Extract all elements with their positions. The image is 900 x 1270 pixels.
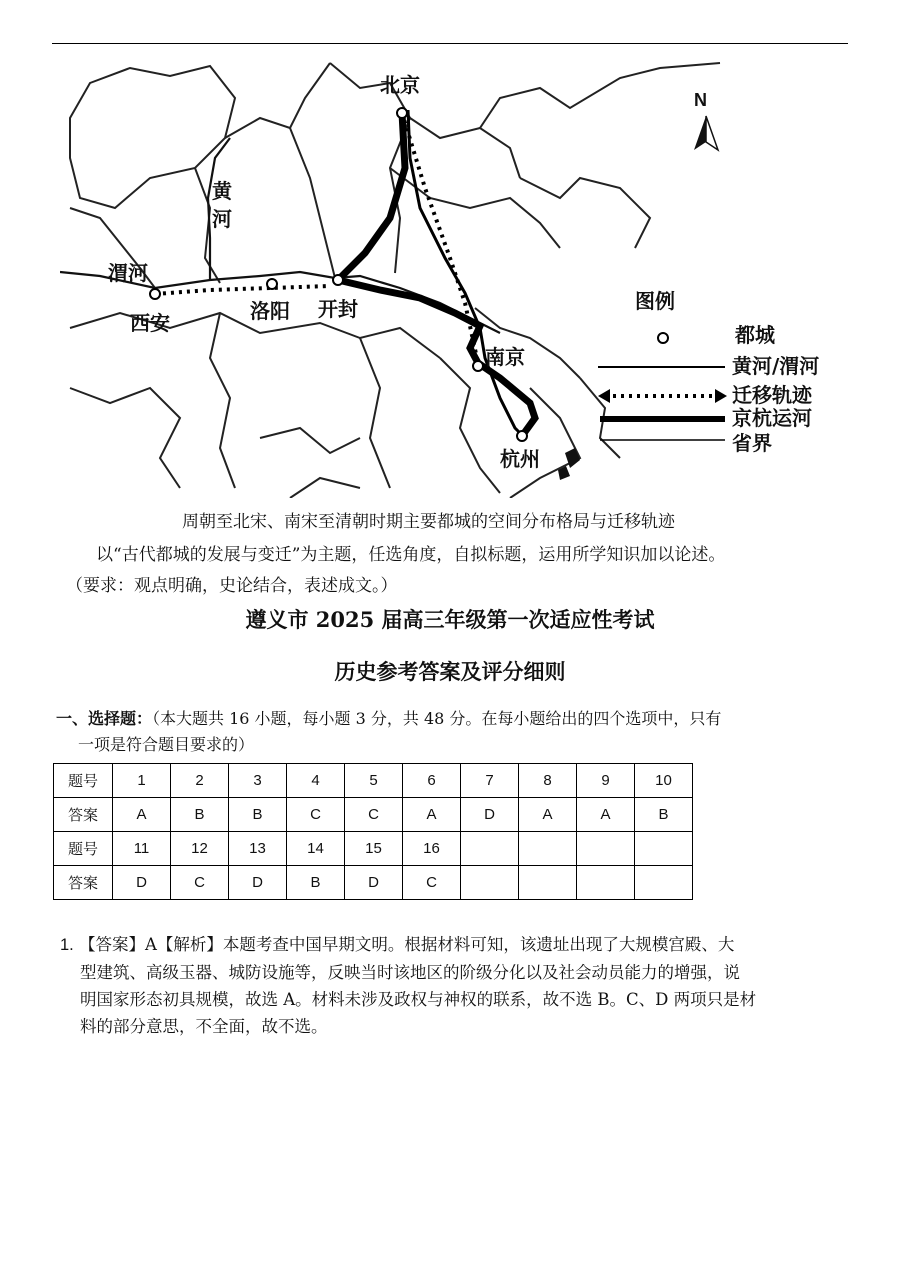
table-cell: 8 — [519, 764, 577, 798]
legend-title: 图例 — [635, 289, 675, 313]
section-desc-2: 一项是符合题目要求的） — [78, 735, 255, 754]
essay-requirement: （要求：观点明确，史论结合，表述成文。） — [66, 576, 398, 596]
section-label: 一、选择题： — [56, 709, 153, 728]
capital-dot-hangzhou — [517, 431, 527, 441]
table-cell — [519, 866, 577, 900]
table-cell: B — [635, 798, 693, 832]
section-heading — [56, 706, 721, 729]
migration-solid — [338, 113, 535, 436]
exam-title: 遵义市 2025 届高三年级第一次适应性考试 — [245, 607, 655, 632]
explanation-q1 — [60, 931, 850, 1040]
table-cell: B — [287, 866, 345, 900]
table-cell: 7 — [461, 764, 519, 798]
answer-key-title: 历史参考答案及评分细则 — [334, 659, 566, 684]
table-cell: 14 — [287, 832, 345, 866]
city-label-nanjing: 南京 — [485, 345, 525, 369]
table-cell: D — [345, 866, 403, 900]
legend-border: 省界 — [732, 431, 772, 455]
table-cell — [635, 832, 693, 866]
legend-capital: 都城 — [735, 323, 775, 347]
table-row-a2 — [54, 866, 693, 900]
table-cell: 5 — [345, 764, 403, 798]
table-cell: A — [519, 798, 577, 832]
table-cell — [519, 832, 577, 866]
section-desc-1: （本大题共 16 小题，每小题 3 分，共 48 分。在每小题给出的四个选项中，只有 — [152, 709, 722, 728]
legend-river: 黄河/渭河 — [732, 354, 820, 378]
table-cell — [461, 866, 519, 900]
table-cell: 12 — [171, 832, 229, 866]
table-cell: 16 — [403, 832, 461, 866]
table-cell: A — [113, 798, 171, 832]
river-label-huanghe-2: 河 — [212, 207, 232, 231]
table-cell: D — [461, 798, 519, 832]
table-cell — [577, 832, 635, 866]
table-row-a1 — [54, 798, 693, 832]
capital-migration-map — [60, 58, 850, 498]
city-label-hangzhou: 杭州 — [500, 447, 540, 471]
table-cell: B — [229, 798, 287, 832]
legend-capital-icon — [658, 333, 668, 343]
table-cell: B — [171, 798, 229, 832]
table-cell: 3 — [229, 764, 287, 798]
top-rule — [52, 43, 848, 44]
table-cell: 11 — [113, 832, 171, 866]
table-cell: 2 — [171, 764, 229, 798]
table-cell: C — [171, 866, 229, 900]
city-label-luoyang: 洛阳 — [250, 299, 290, 323]
table-cell — [461, 832, 519, 866]
table-cell: 15 — [345, 832, 403, 866]
capital-dot-kaifeng — [333, 275, 343, 285]
legend-canal: 京杭运河 — [732, 406, 812, 430]
explanation-line-2: 型建筑、高级玉器、城防设施等，反映当时该地区的阶级分化以及社会动员能力的增强，说 — [80, 963, 740, 982]
river-label-huanghe-1: 黄 — [212, 179, 232, 203]
explanation-line-3: 明国家形态初具规模，故选 A。材料未涉及政权与神权的联系，故不选 B。C、D 两项只是材 — [80, 990, 757, 1009]
city-label-beijing: 北京 — [380, 73, 420, 97]
answer-table — [53, 763, 693, 900]
table-cell: 10 — [635, 764, 693, 798]
province-borders — [70, 63, 720, 498]
capital-dot-xian — [150, 289, 160, 299]
city-label-kaifeng: 开封 — [318, 297, 358, 321]
table-cell: D — [229, 866, 287, 900]
table-cell: 9 — [577, 764, 635, 798]
capital-dot-nanjing — [473, 361, 483, 371]
capital-dot-luoyang — [267, 279, 277, 289]
explanation-number: 1. — [60, 936, 74, 954]
table-label-answer: 答案 — [54, 798, 113, 832]
table-cell: C — [287, 798, 345, 832]
table-cell: 6 — [403, 764, 461, 798]
svg-text:N: N — [694, 90, 707, 110]
city-label-xian: 西安 — [130, 311, 170, 335]
essay-prompt: 以“古代都城的发展与变迁”为主题，任选角度，自拟标题，运用所学知识加以论述。 — [96, 545, 726, 565]
explanation-line-1: 1. 【答案】A【解析】本题考查中国早期文明。根据材料可知，该遗址出现了大规模宫殿、大 — [60, 935, 735, 954]
table-cell — [635, 866, 693, 900]
table-cell: C — [403, 866, 461, 900]
capital-dot-beijing — [397, 108, 407, 118]
table-cell: D — [113, 866, 171, 900]
migration-dotted — [155, 113, 478, 363]
table-cell: A — [577, 798, 635, 832]
table-cell: 4 — [287, 764, 345, 798]
table-cell: 1 — [113, 764, 171, 798]
river-label-weihe: 渭河 — [108, 261, 148, 285]
map-legend — [598, 289, 819, 455]
table-label-answer: 答案 — [54, 866, 113, 900]
explanation-line-4: 料的部分意思，不全面，故不选。 — [80, 1017, 328, 1036]
table-row-q1 — [54, 764, 693, 798]
coast-islands — [558, 448, 580, 480]
table-cell: C — [345, 798, 403, 832]
legend-migration-line — [598, 389, 727, 403]
table-cell — [577, 866, 635, 900]
legend-migration: 迁移轨迹 — [732, 383, 812, 407]
north-arrow-icon — [694, 90, 718, 150]
map-caption: 周朝至北宋、南宋至清朝时期主要都城的空间分布格局与迁移轨迹 — [182, 512, 675, 532]
table-cell: 13 — [229, 832, 287, 866]
capital-dots — [150, 108, 527, 441]
table-row-q2 — [54, 832, 693, 866]
table-label-question: 题号 — [54, 832, 113, 866]
table-label-question: 题号 — [54, 764, 113, 798]
table-cell: A — [403, 798, 461, 832]
